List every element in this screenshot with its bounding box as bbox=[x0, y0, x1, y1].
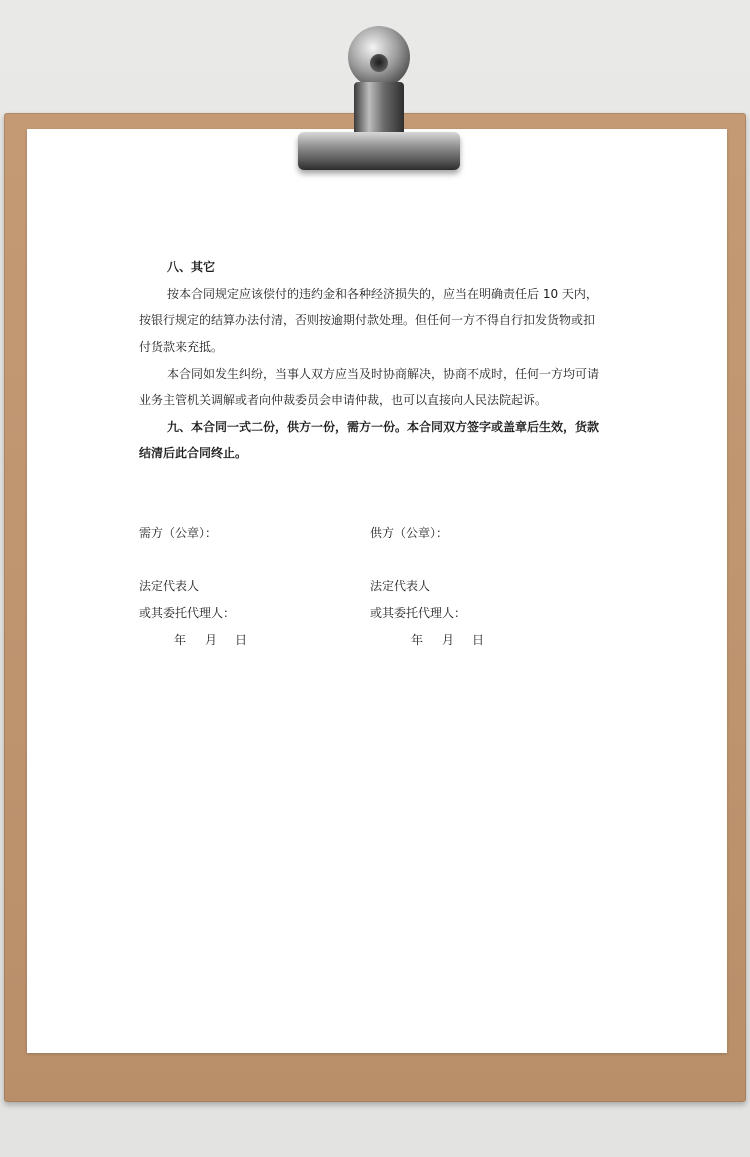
buyer-seal-label: 需方（公章）： bbox=[139, 526, 218, 540]
section-9-line1: 九、本合同一式二份，供方一份，需方一份。本合同双方签字或盖章后生效，货款 bbox=[167, 420, 600, 434]
supplier-date-month: 月 bbox=[442, 633, 455, 647]
supplier-date-year: 年 bbox=[411, 633, 424, 647]
para1-line1: 按本合同规定应该偿付的违约金和各种经济损失的，应当在明确责任后 10 天内， bbox=[167, 287, 598, 301]
buyer-date-year: 年 bbox=[174, 633, 187, 647]
buyer-rep-label: 法定代表人 bbox=[139, 579, 200, 593]
buyer-date-month: 月 bbox=[205, 633, 218, 647]
section-9-line2: 结清后此合同终止。 bbox=[139, 446, 248, 460]
section-8-heading: 八、其它 bbox=[167, 260, 216, 274]
supplier-rep-label: 法定代表人 bbox=[370, 579, 431, 593]
supplier-agent-label: 或其委托代理人： bbox=[370, 606, 467, 620]
buyer-agent-label: 或其委托代理人： bbox=[139, 606, 236, 620]
supplier-date-day: 日 bbox=[472, 633, 485, 647]
para2-line1: 本合同如发生纠纷，当事人双方应当及时协商解决，协商不成时，任何一方均可请 bbox=[167, 367, 600, 381]
supplier-seal-label: 供方（公章）： bbox=[370, 526, 449, 540]
para1-line2: 按银行规定的结算办法付清，否则按逾期付款处理。但任何一方不得自行扣发货物或扣 bbox=[139, 313, 596, 327]
para2-line2: 业务主管机关调解或者向仲裁委员会申请仲裁，也可以直接向人民法院起诉。 bbox=[139, 393, 548, 407]
buyer-date-day: 日 bbox=[235, 633, 248, 647]
para1-line3: 付货款来充抵。 bbox=[139, 340, 224, 354]
